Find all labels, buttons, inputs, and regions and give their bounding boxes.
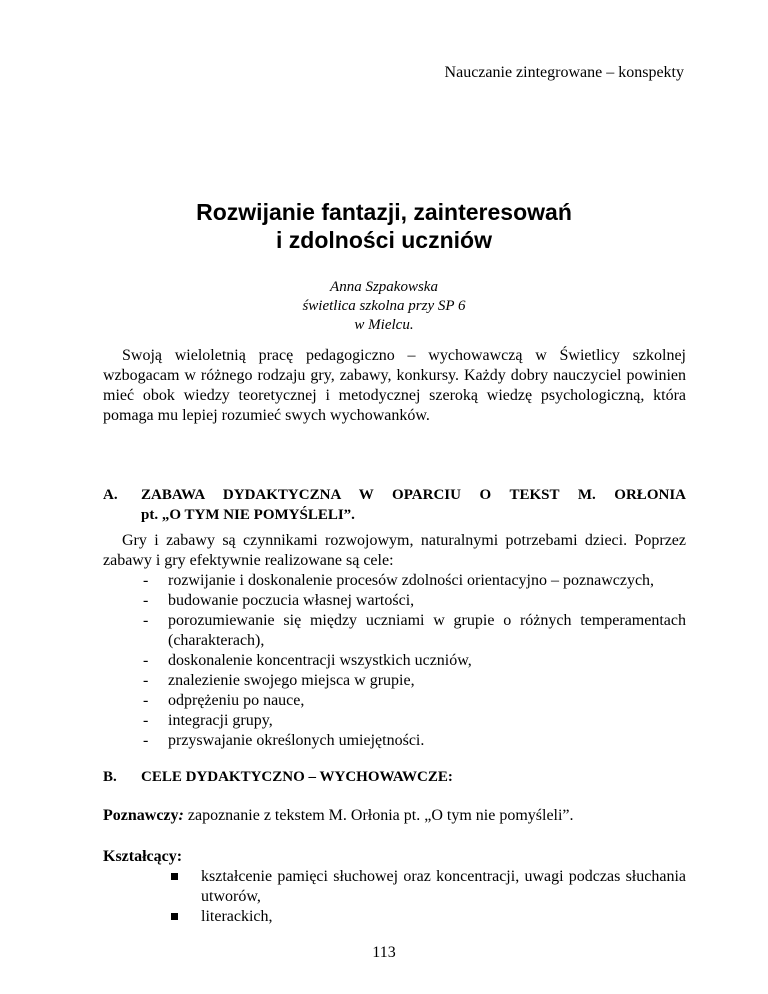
square-bullet-icon: [171, 913, 178, 920]
ksztalcacy-list-item: [103, 867, 686, 907]
ksztalcacy-text: kształcenie pamięci słuchowej oraz koncentracji, uwagi podczas słuchania utworów,: [201, 868, 686, 905]
title-line-1: Rozwijanie fantazji, zainteresowań: [196, 199, 572, 225]
dash-bullet: -: [143, 672, 149, 689]
section-b-heading: [103, 767, 686, 787]
poznawczy-colon: :: [178, 807, 184, 824]
goal-text: odprężeniu po nauce,: [168, 692, 305, 709]
dash-bullet: -: [143, 652, 149, 669]
goal-text: przyswajanie określonych umiejętności.: [168, 732, 425, 749]
section-a-heading: [103, 485, 686, 525]
goal-text: budowanie poczucia własnej wartości,: [168, 592, 415, 609]
section-b-letter: B.: [103, 769, 117, 785]
goal-list-item: [103, 571, 686, 591]
goal-text: rozwijanie i doskonalenie procesów zdolności orientacyjno – poznawczych,: [168, 572, 655, 589]
dash-bullet: -: [143, 732, 149, 749]
poznawczy-label: Poznawczy: [103, 807, 179, 824]
ksztalcacy-list: [103, 867, 686, 927]
poznawczy-line: [103, 806, 686, 826]
dash-bullet: -: [143, 692, 149, 709]
title-line-2: i zdolności uczniów: [276, 227, 492, 253]
section-a-heading-text: [141, 485, 686, 525]
goal-text: integracji grupy,: [168, 712, 273, 729]
goal-list-item: [103, 671, 686, 691]
ksztalcacy-text: literackich,: [201, 908, 273, 925]
author-name: Anna Szpakowska: [330, 279, 438, 295]
poznawczy-text: zapoznanie z tekstem M. Orłonia pt. „O tym nie pomyśleli”.: [183, 807, 574, 824]
goal-text: porozumiewanie się między uczniami w grupie o różnych temperamentach (charakterach),: [168, 612, 686, 649]
running-header: Nauczanie zintegrowane – konspekty: [444, 64, 684, 81]
dash-bullet: -: [143, 712, 149, 729]
goal-list-item: [103, 651, 686, 671]
goal-list-item: [103, 691, 686, 711]
goals-list: [103, 571, 686, 751]
section-a-heading-line-2: pt. „O TYM NIE POMYŚLELI”.: [141, 507, 355, 523]
ksztalcacy-label: Kształcący:: [103, 848, 183, 865]
goal-list-item: [103, 731, 686, 751]
dash-bullet: -: [143, 592, 149, 609]
page-number: 113: [372, 944, 396, 961]
section-b-heading-text: CELE DYDAKTYCZNO – WYCHOWAWCZE:: [141, 769, 453, 785]
goal-list-item: [103, 711, 686, 731]
square-bullet-icon: [171, 873, 178, 880]
section-a-paragraph: Gry i zabawy są czynnikami rozwojowym, naturalnymi potrzebami dzieci. Poprzez zabawy i gry efektywnie realizowane są cele:: [103, 532, 686, 569]
goal-list-item: [103, 591, 686, 611]
intro-paragraph: Swoją wieloletnią pracę pedagogiczno – wychowawczą w Świetlicy szkolnej wzbogacam w różnego rodzaju gry, zabawy, konkursy. Każdy dobry nauczyciel powinien mieć obok wiedzy teoretycznej i metodycznej szeroką wiedzę psychologiczną, która pomaga mu lepiej rozumieć swych wychowanków.: [103, 347, 686, 424]
dash-bullet: -: [143, 612, 149, 629]
affiliation-line-2: w Mielcu.: [354, 317, 414, 333]
ksztalcacy-list-item: [103, 907, 686, 927]
article-title: [0, 198, 768, 254]
goal-text: doskonalenie koncentracji wszystkich uczniów,: [168, 652, 472, 669]
section-a-heading-line-1: ZABAWA DYDAKTYCZNA W OPARCIU O TEKST M. ORŁONIA: [141, 487, 686, 503]
goal-text: znalezienie swojego miejsca w grupie,: [168, 672, 415, 689]
dash-bullet: -: [143, 572, 149, 589]
goal-list-item: [103, 611, 686, 651]
section-a-letter: A.: [103, 487, 118, 503]
affiliation-line-1: świetlica szkolna przy SP 6: [302, 298, 466, 314]
author-block: [0, 278, 768, 335]
